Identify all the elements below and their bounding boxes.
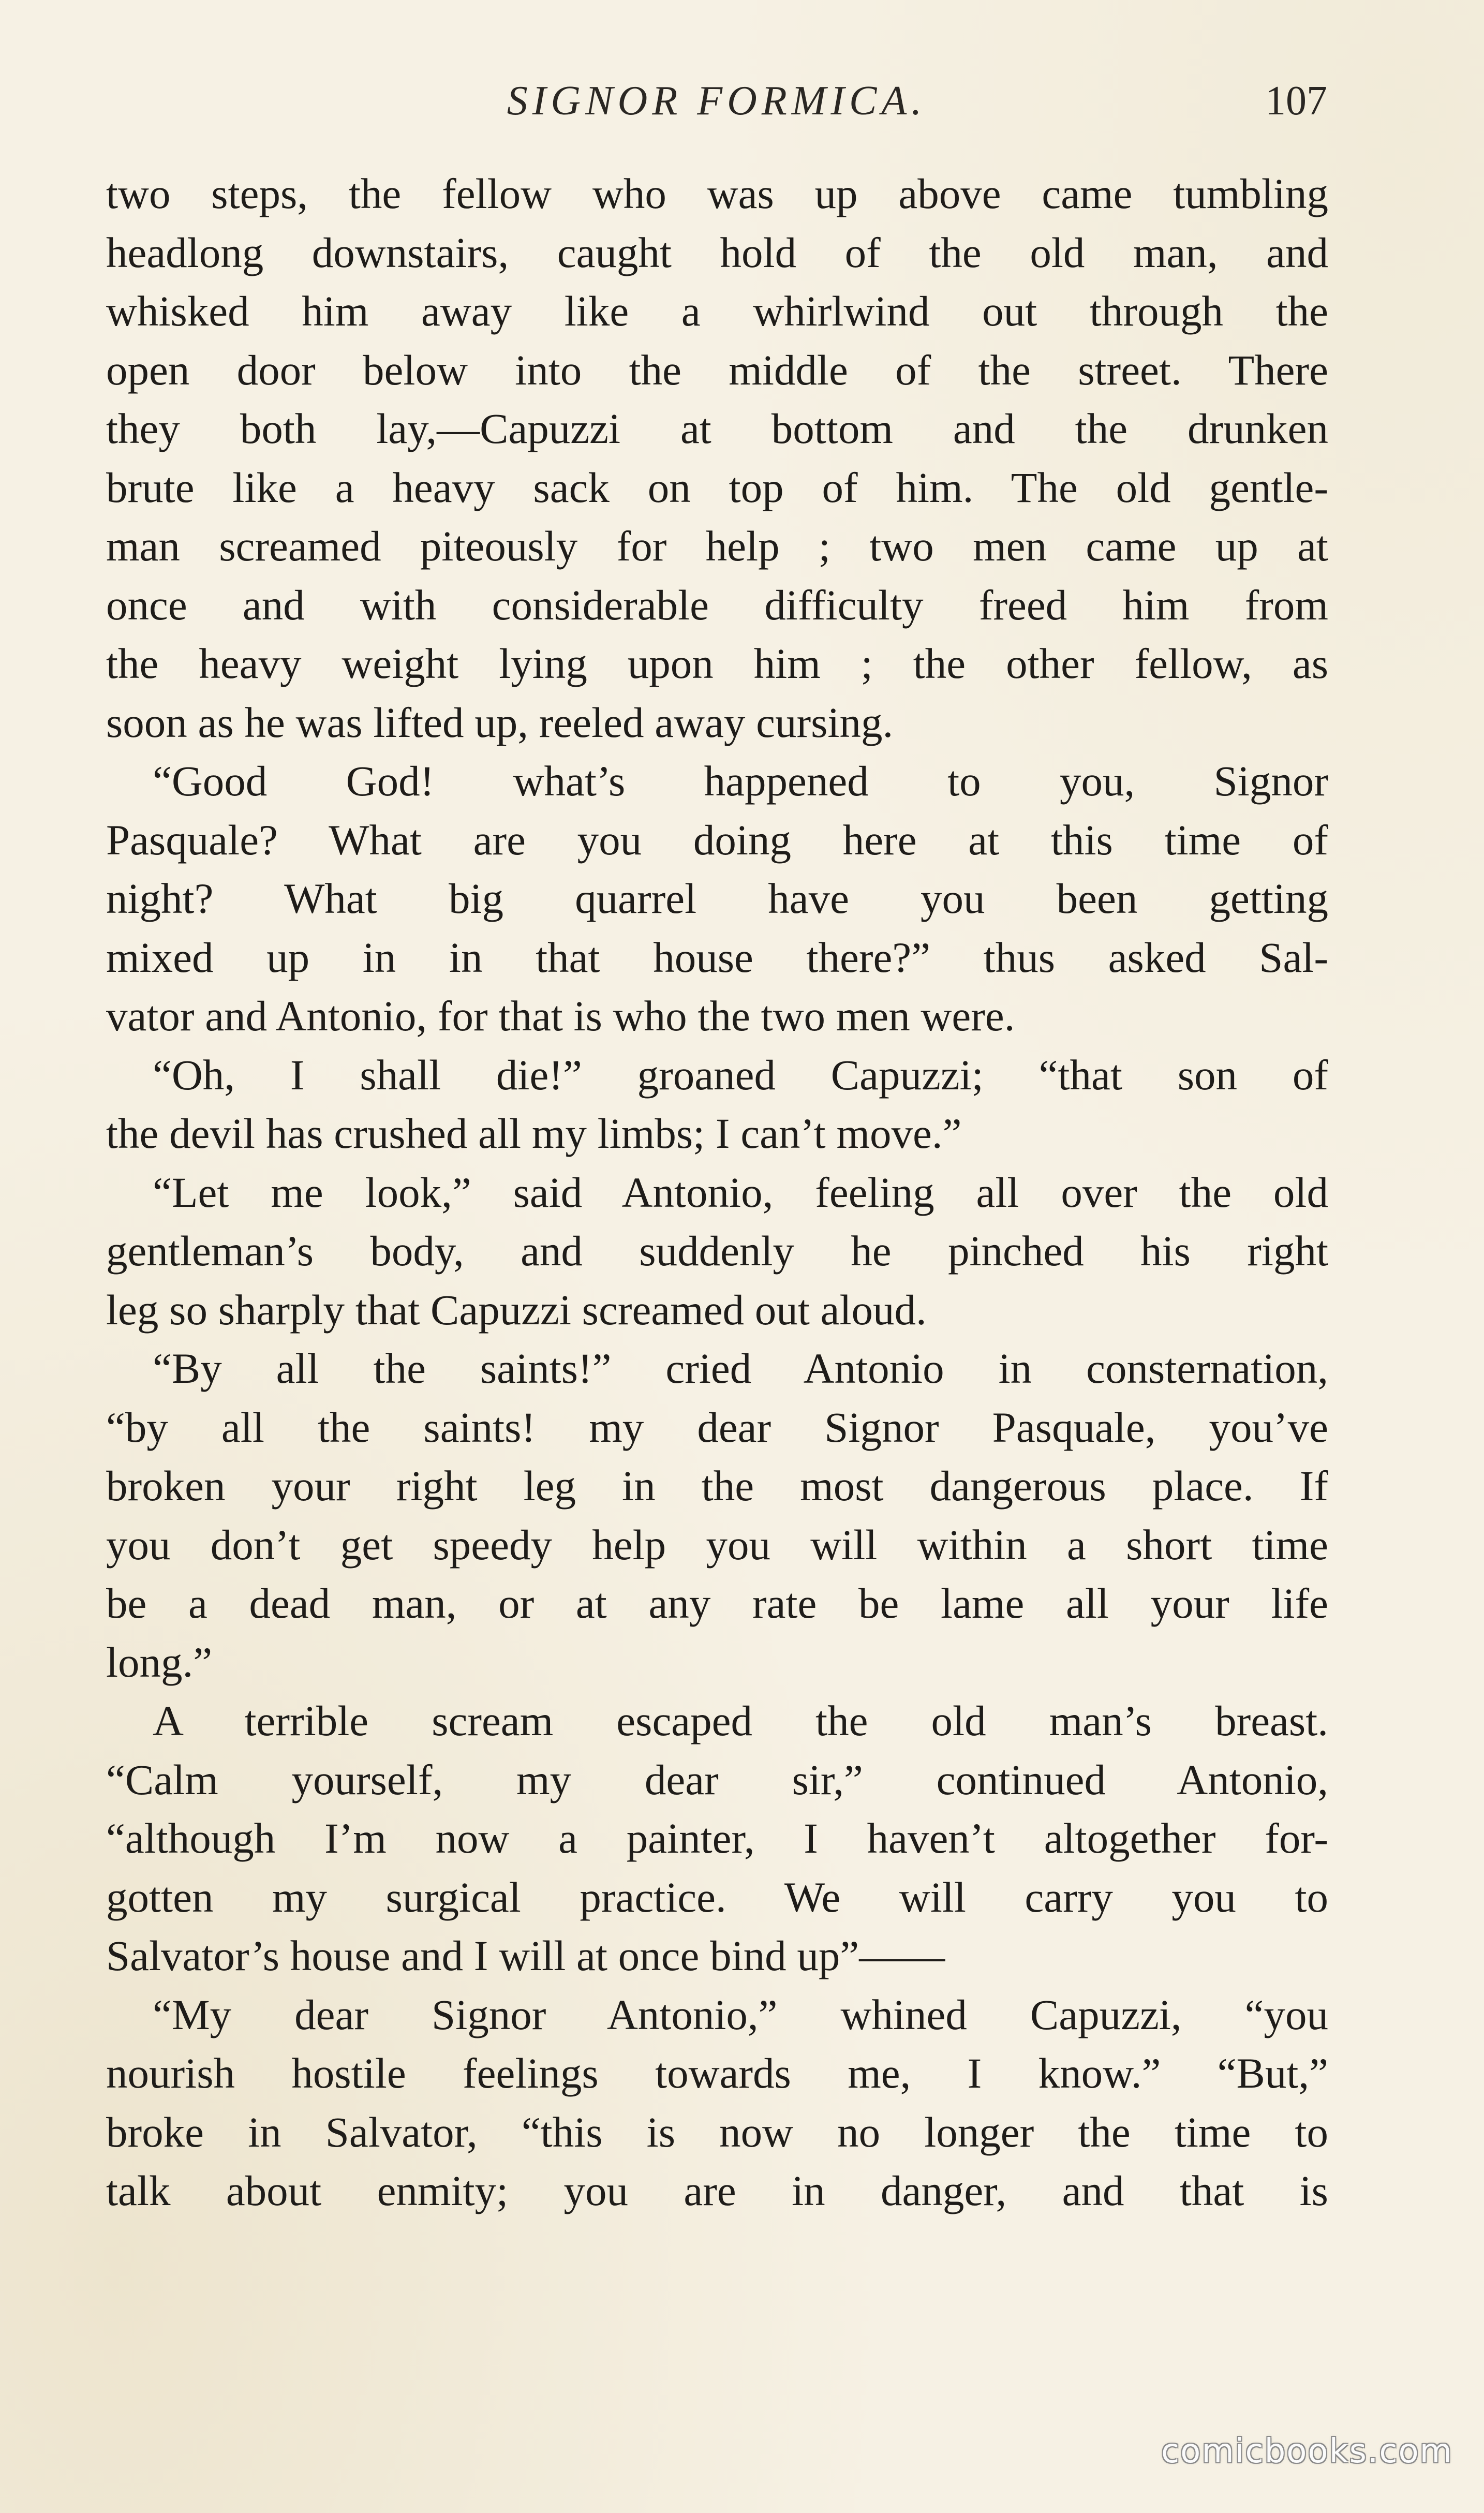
- running-head: [106, 72, 1327, 129]
- text-line: gentleman’s body, and suddenly he pinched his right: [106, 1227, 1328, 1275]
- text-line: “Oh, I shall die!” groaned Capuzzi; “that son of: [153, 1051, 1328, 1099]
- text-line: “Good God! what’s happened to you, Signor: [153, 757, 1328, 805]
- text-line: man screamed piteously for help ; two men came up at: [106, 522, 1328, 570]
- text-line: “by all the saints! my dear Signor Pasquale, you’ve: [106, 1403, 1328, 1451]
- text-line: open door below into the middle of the street. There: [106, 346, 1328, 394]
- body-text: [106, 165, 1328, 2221]
- text-line: whisked him away like a whirlwind out through the: [106, 287, 1328, 335]
- text-line: they both lay,—Capuzzi at bottom and the drunken: [106, 405, 1328, 452]
- text-line: soon as he was lifted up, reeled away cursing.: [106, 698, 894, 746]
- text-line: “Let me look,” said Antonio, feeling all over the old: [153, 1168, 1328, 1216]
- text-line: Pasquale? What are you doing here at this time of: [106, 816, 1328, 864]
- text-line: you don’t get speedy help you will within a short time: [106, 1520, 1328, 1569]
- text-line: Salvator’s house and I will at once bind up”——: [106, 1932, 945, 1979]
- text-line: mixed up in in that house there?” thus asked Sal-: [106, 933, 1328, 981]
- text-line: the heavy weight lying upon him ; the other fellow, as: [106, 640, 1328, 687]
- text-line: broke in Salvator, “this is now no longer the time to: [106, 2108, 1328, 2156]
- text-line: “My dear Signor Antonio,” whined Capuzzi, “you: [153, 1990, 1328, 2038]
- watermark: comicbooks.com: [1161, 2432, 1453, 2471]
- text-line: nourish hostile feelings towards me, I know.” “But,”: [106, 2049, 1328, 2097]
- text-line: once and with considerable difficulty freed him from: [106, 581, 1328, 629]
- text-line: vator and Antonio, for that is who the two men were.: [106, 992, 1015, 1040]
- text-line: night? What big quarrel have you been getting: [106, 875, 1328, 922]
- text-line: A terrible scream escaped the old man’s breast.: [153, 1697, 1328, 1745]
- text-line: be a dead man, or at any rate be lame all your life: [106, 1579, 1328, 1627]
- text-line: brute like a heavy sack on top of him. The old gentle-: [106, 463, 1328, 511]
- page-number: 107: [1265, 78, 1327, 124]
- text-line: “By all the saints!” cried Antonio in consternation,: [153, 1344, 1328, 1392]
- text-line: broken your right leg in the most dangerous place. If: [106, 1462, 1328, 1510]
- text-line: headlong downstairs, caught hold of the old man, and: [106, 228, 1328, 276]
- text-line: “although I’m now a painter, I haven’t altogether for-: [106, 1814, 1328, 1862]
- text-line: leg so sharply that Capuzzi screamed out aloud.: [106, 1285, 927, 1334]
- running-title: SIGNOR FORMICA.: [507, 78, 927, 124]
- text-line: talk about enmity; you are in danger, and that is: [106, 2167, 1328, 2214]
- text-line: the devil has crushed all my limbs; I can’t move.”: [106, 1110, 962, 1157]
- text-line: two steps, the fellow who was up above came tumbling: [106, 170, 1328, 217]
- text-line: “Calm yourself, my dear sir,” continued Antonio,: [106, 1755, 1328, 1804]
- text-line: gotten my surgical practice. We will carry you to: [106, 1873, 1328, 1921]
- text-line: long.”: [106, 1638, 213, 1686]
